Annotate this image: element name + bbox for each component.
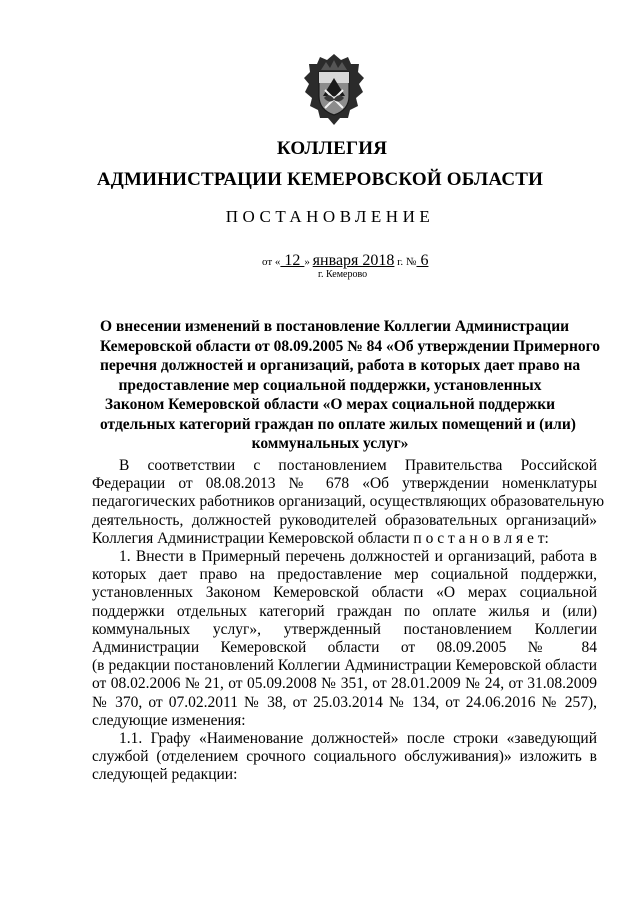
title-line: О внесении изменений в постановление Коллегии Администрации <box>100 318 570 335</box>
body-line: В соответствии с постановлением Правительства Российской <box>119 457 597 474</box>
title-line: Законом Кемеровской области «О мерах социальной поддержки <box>104 396 556 413</box>
document-type: ПОСТАНОВЛЕНИЕ <box>225 207 435 226</box>
body-line: 1.1. Графу «Наименование должностей» после строки «заведующий <box>119 730 597 748</box>
body-line: установленных Законом Кемеровской области «О мерах социальной <box>92 584 597 602</box>
coat-of-arms-emblem <box>301 52 367 128</box>
document-number: 6 <box>416 252 429 269</box>
date-mid: » <box>304 256 313 268</box>
title-line: отдельных категорий граждан по оплате жилых помещений и (или) <box>100 415 576 433</box>
body-line: коммунальных услуг», утвержденный постановлением Коллегии <box>92 620 597 638</box>
date-day: 12 <box>280 252 305 269</box>
body-line: Федерации от 08.08.2013 № 678 «Об утверждении номенклатуры <box>92 475 597 493</box>
date-prefix: от « <box>262 256 281 268</box>
body-line: которых дает право на предоставление мер социальной поддержки, <box>92 566 597 584</box>
body-line: от 08.02.2006 № 21, от 05.09.2008 № 351, от 28.01.2009 № 24, от 31.08.2009 <box>92 675 597 693</box>
body-line: (в редакции постановлений Коллегии Администрации Кемеровской области <box>92 657 597 675</box>
city-label: г. Кемерово <box>318 269 368 280</box>
document-title <box>100 317 601 454</box>
body-line: поддержки отдельных категорий граждан по оплате жилья и (или) <box>92 602 597 620</box>
date-month-year: января 2018 <box>312 252 395 269</box>
org-name-line1: КОЛЛЕГИЯ <box>276 138 388 159</box>
body-line: Коллегия Администрации Кемеровской области п о с т а н о в л я е т: <box>92 529 549 547</box>
document-body <box>92 457 605 785</box>
title-line: коммунальных услуг» <box>251 435 409 452</box>
body-line: следующие изменения: <box>92 711 246 729</box>
body-line: № 370, от 07.02.2011 № 38, от 25.03.2014 № 134, от 24.06.2016 № 257), <box>92 693 597 711</box>
body-line: следующей редакции: <box>92 766 238 784</box>
title-line: перечня должностей и организаций, работа в которых дает право на <box>100 357 581 374</box>
title-line: Кемеровской области от 08.09.2005 № 84 «Об утверждении Примерного <box>100 337 601 355</box>
year-suffix: г. № <box>394 256 417 268</box>
org-name-line2: АДМИНИСТРАЦИИ КЕМЕРОВСКОЙ ОБЛАСТИ <box>96 169 544 190</box>
body-line: 1. Внести в Примерный перечень должностей и организаций, работа в <box>119 548 597 566</box>
date-number-line <box>262 252 428 270</box>
body-line: педагогических работников организаций, осуществляющих образовательную <box>92 493 605 511</box>
title-line: предоставление мер социальной поддержки, установленных <box>118 376 542 394</box>
body-line: Администрации Кемеровской области от 08.09.2005 № 84 <box>92 639 597 657</box>
body-line: деятельность, должностей руководителей образовательных организаций» <box>92 511 597 529</box>
body-line: службой (отделением срочного социального обслуживания)» изложить в <box>92 748 597 766</box>
